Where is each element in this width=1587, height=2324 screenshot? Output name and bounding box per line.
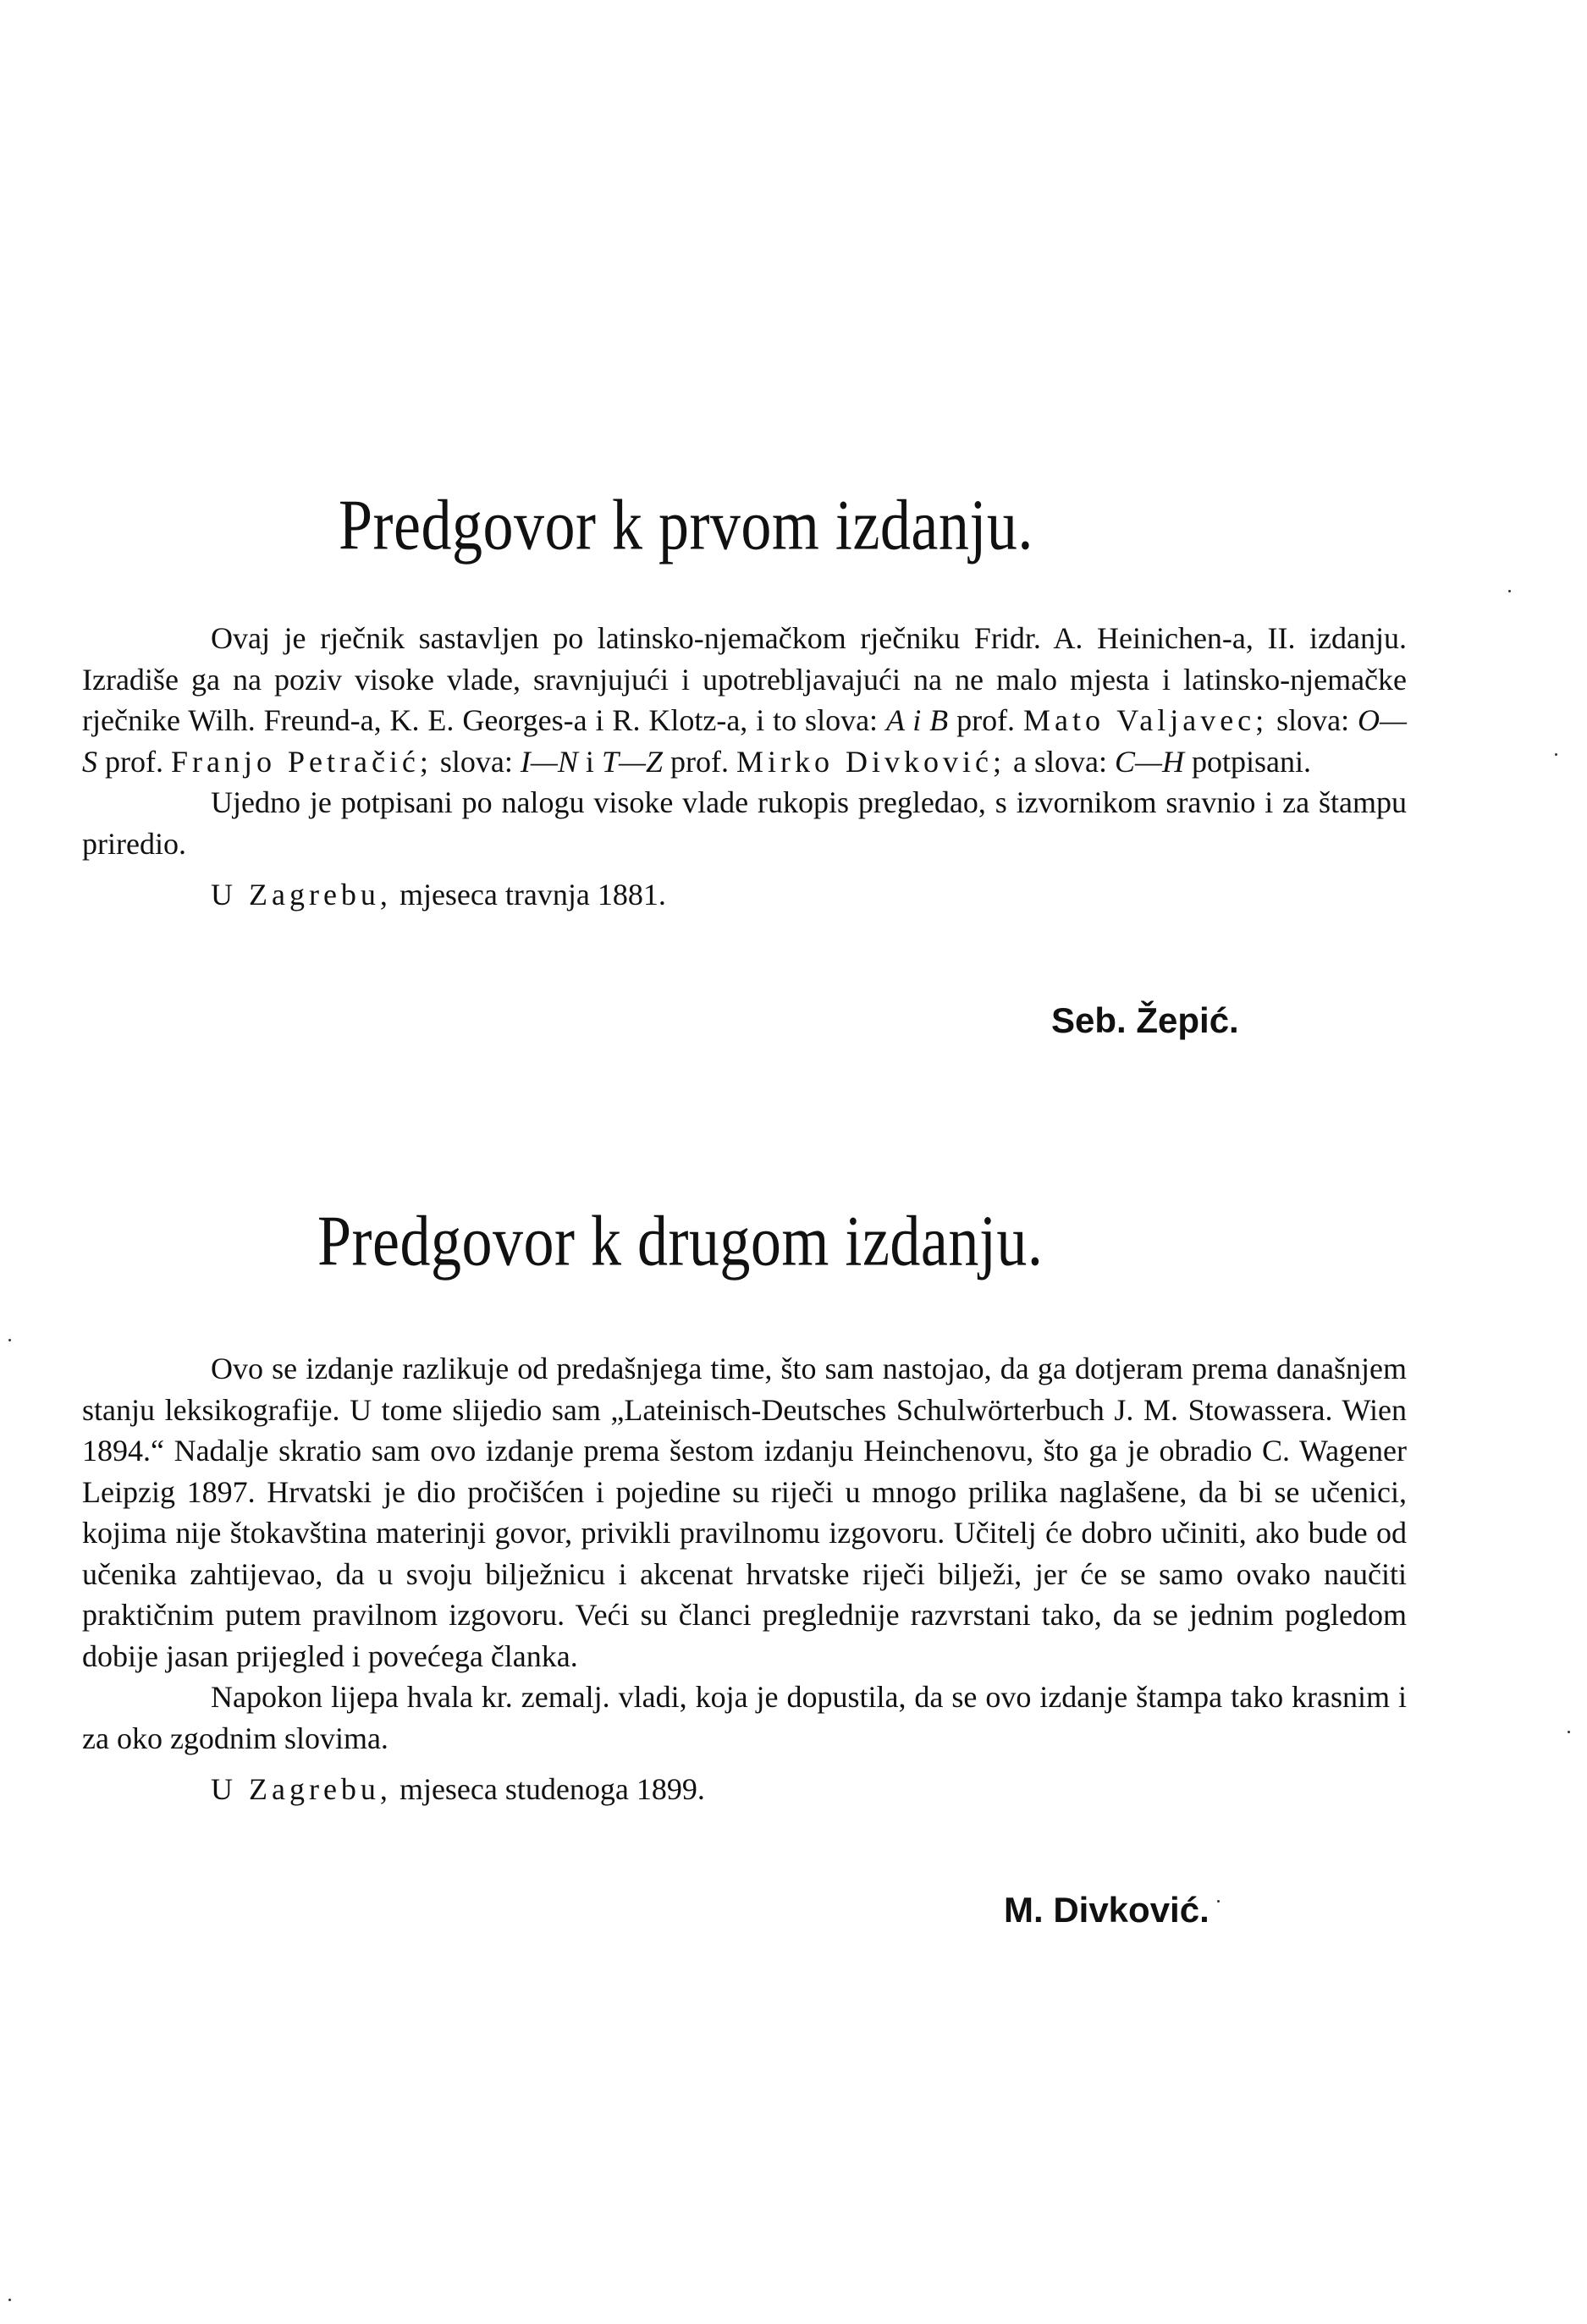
scan-speck (1555, 753, 1557, 756)
author-name-divkovic: Mirko Divković; (736, 744, 1006, 779)
first-edition-preface-body (82, 618, 1407, 916)
scan-speck (8, 1339, 11, 1341)
scan-speck (1568, 1731, 1570, 1733)
second-edition-dateline: U Zagrebu, mjeseca studenoga 1899. (211, 1772, 705, 1806)
second-edition-signature: M. Divković. (1004, 1890, 1210, 1930)
second-edition-paragraph-2: Napokon lijepa hvala kr. zemalj. vladi, koja je dopustila, da se ovo izdanje štampa tako krasnim i za oko zgodnim slovima. (82, 1680, 1407, 1755)
first-edition-signature: Seb. Žepić. (1051, 1000, 1239, 1040)
first-edition-preface-title: Predgovor k prvom izdanju. (339, 485, 1033, 565)
first-edition-paragraph-1: Ovaj je rječnik sastavljen po latinsko-njemačkom rječniku Fridr. A. Heinichen-a, II. izdanju. Izradiše ga na poziv visoke vlade, sravnjujući i upotrebljavajući na ne malo mjesta i latinsko-njemačke rječnike Wilh. Freund-a, K. E. Georges-a i R. Klotz-a, i to slova: A i B prof. Mato Valjavec; slova: O—S prof. Franjo Petračić; slova: I—N i T—Z prof. Mirko Divković; a slova: C—H potpisani. (82, 621, 1408, 779)
first-edition-dateline: U Zagrebu, mjeseca travnja 1881. (211, 878, 666, 911)
second-edition-preface-title: Predgovor k drugom izdanju. (317, 1201, 1044, 1281)
second-edition-preface-body (82, 1348, 1407, 1810)
author-name-valjavec: Mato Valjavec; (1022, 703, 1269, 737)
second-edition-paragraph-1: Ovo se izdanje razlikuje od predašnjega time, što sam nastojao, da ga dotjeram prema današnjem stanju leksikografije. U tome slijedio sam „Lateinisch-Deutsches Schulwörterbuch J. M. Stowassera. Wien 1894.“ Nadalje skratio sam ovo izdanje prema šestom izdanju Heinchenovu, što ga je obradio C. Wagener Leipzig 1897. Hrvatski je dio pročišćen i pojedine su riječi u mnogo prilika naglašene, da bi se učenici, kojima nije štokavština materinji govor, privikli pravilnomu izgovoru. Učitelj će dobro učiniti, ako bude od učenika zahtijevao, da u svoju bilježnicu i akcenat hrvatske riječi bilježi, jer će se samo ovako naučiti praktičnim putem pravilnom izgovoru. Veći su članci preglednije razvrstani tako, da se jednim pogledom dobije jasan prijegled i povećega članka. (82, 1352, 1407, 1673)
first-edition-paragraph-2: Ujedno je potpisani po nalogu visoke vlade rukopis pregledao, s izvornikom sravnio i za štampu priredio. (82, 785, 1407, 861)
scan-speck (1508, 590, 1511, 592)
scan-speck (8, 2299, 11, 2301)
author-name-petracic: Franjo Petračić; (170, 744, 433, 779)
scan-speck (1217, 1900, 1220, 1903)
